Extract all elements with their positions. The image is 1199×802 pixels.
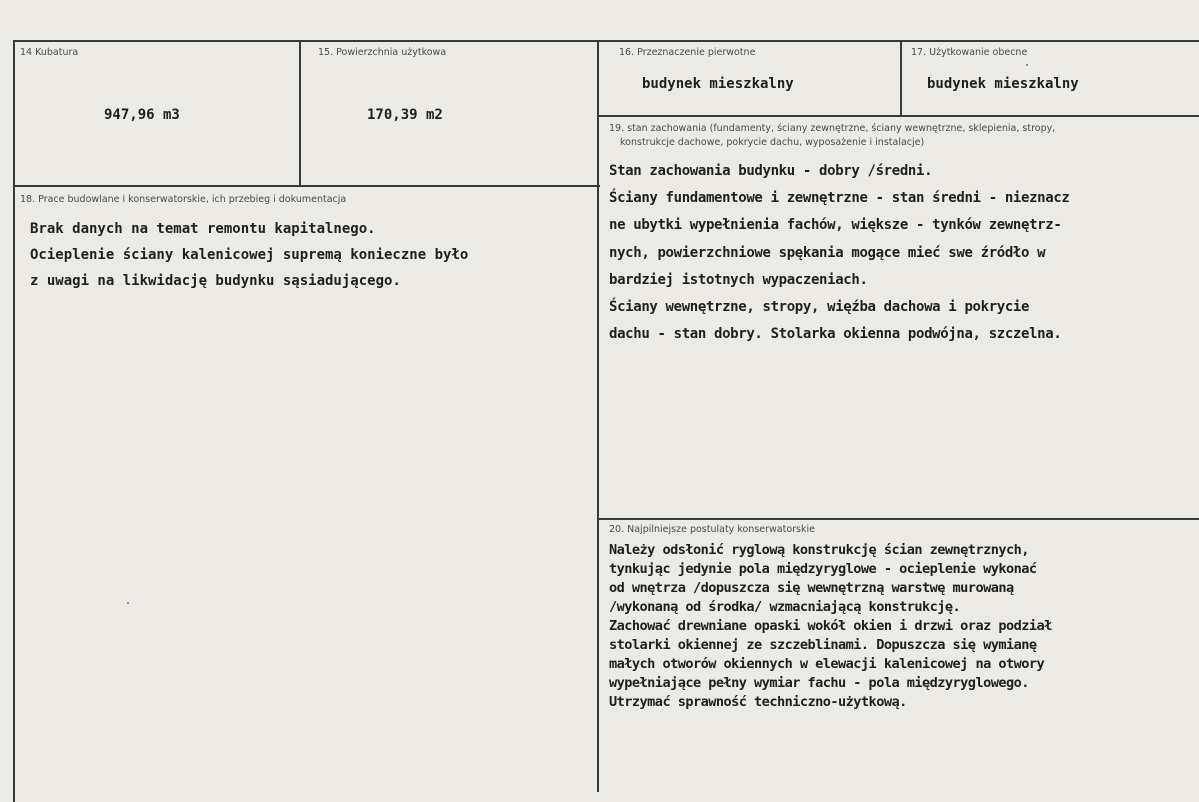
field-18-line: Ocieplenie ściany kalenicowej supremą konieczne było bbox=[30, 247, 469, 263]
field-20-line: tynkując jedynie pola międzyryglowe - ocieplenie wykonać bbox=[609, 561, 1037, 577]
field-15-label: 15. Powierzchnia użytkowa bbox=[318, 47, 447, 58]
field-17-value: budynek mieszkalny bbox=[927, 76, 1079, 92]
field-19-line: ne ubytki wypełnienia fachów, większe - tynków zewnętrz- bbox=[609, 217, 1062, 234]
rule-below-14-15 bbox=[14, 185, 600, 187]
field-19-text bbox=[609, 158, 1070, 348]
field-20-line: Należy odsłonić ryglową konstrukcję ścian zewnętrznych, bbox=[609, 542, 1029, 558]
left-border bbox=[13, 40, 15, 802]
field-19-line: bardziej istotnych wypaczeniach. bbox=[609, 271, 868, 288]
field-19-line: Ściany fundamentowe i zewnętrzne - stan średni - nieznacz bbox=[609, 190, 1070, 207]
field-20-label: 20. Najpilniejsze postulaty konserwatorskie bbox=[609, 524, 815, 535]
field-19-label-line1: 19. stan zachowania (fundamenty, ściany zewnętrzne, ściany wewnętrzne, sklepienia, stropy, bbox=[609, 123, 1056, 134]
field-20-line: Utrzymać sprawność techniczno-użytkową. bbox=[609, 694, 907, 710]
top-rule bbox=[14, 40, 1199, 42]
center-divider bbox=[597, 40, 599, 792]
field-15-value: 170,39 m2 bbox=[367, 107, 443, 123]
field-16-label: 16. Przeznaczenie pierwotne bbox=[619, 47, 756, 58]
field-20-line: wypełniające pełny wymiar fachu - pola międzyryglowego. bbox=[609, 675, 1029, 691]
field-17-label: 17. Użytkowanie obecne bbox=[911, 47, 1028, 58]
rule-below-16-17 bbox=[598, 115, 1199, 117]
field-19-line: nych, powierzchniowe spękania mogące mieć swe źródło w bbox=[609, 244, 1046, 261]
paper-speck bbox=[1026, 64, 1028, 66]
divider-14-15 bbox=[299, 40, 301, 186]
field-19-line: Stan zachowania budynku - dobry /średni. bbox=[609, 163, 933, 179]
field-16-value: budynek mieszkalny bbox=[642, 76, 794, 92]
field-18-line: z uwagi na likwidację budynku sąsiadującego. bbox=[30, 273, 401, 289]
field-18-line: Brak danych na temat remontu kapitalnego. bbox=[30, 221, 376, 237]
field-19-line: Ściany wewnętrzne, stropy, więźba dachowa i pokrycie bbox=[609, 299, 1030, 316]
field-20-line: małych otworów okiennych w elewacji kalenicowej na otwory bbox=[609, 656, 1045, 672]
field-14-value: 947,96 m3 bbox=[104, 107, 180, 123]
field-20-line: stolarki okiennej ze szczeblinami. Dopuszcza się wymianę bbox=[609, 637, 1037, 653]
field-20-text bbox=[609, 541, 1052, 712]
rule-above-20 bbox=[598, 518, 1199, 520]
field-19-label-line2: konstrukcje dachowe, pokrycie dachu, wyposażenie i instalacje) bbox=[620, 137, 925, 148]
field-20-line: /wykonaną od środka/ wzmacniającą konstrukcję. bbox=[609, 599, 961, 615]
paper-speck bbox=[127, 602, 129, 604]
field-14-label: 14 Kubatura bbox=[20, 47, 79, 58]
field-19-line: dachu - stan dobry. Stolarka okienna podwójna, szczelna. bbox=[609, 326, 1062, 343]
field-20-line: od wnętrza /dopuszcza się wewnętrzną warstwę murowaną bbox=[609, 580, 1014, 596]
divider-16-17 bbox=[900, 40, 902, 116]
field-20-line: Zachować drewniane opaski wokół okien i drzwi oraz podział bbox=[609, 618, 1052, 634]
field-18-text bbox=[30, 216, 468, 294]
field-18-label: 18. Prace budowlane i konserwatorskie, ich przebieg i dokumentacja bbox=[20, 194, 347, 205]
